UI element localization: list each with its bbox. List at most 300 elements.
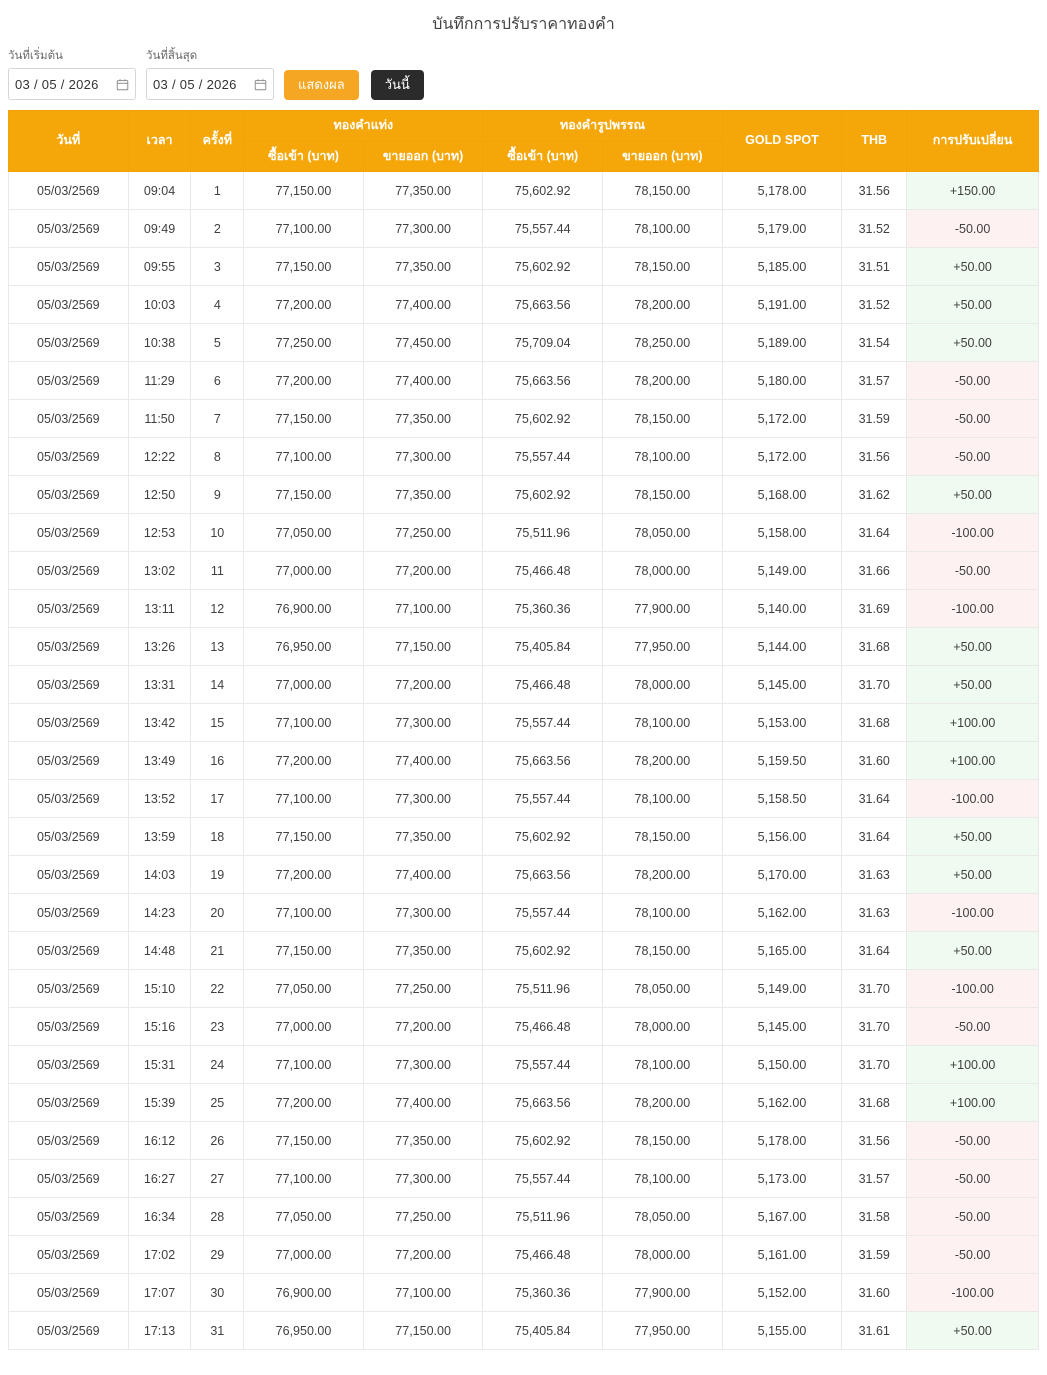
- row-gold-spot: 5,145.00: [722, 1008, 842, 1046]
- row-orn-buy: 75,557.44: [483, 704, 603, 742]
- row-seq: 27: [191, 1160, 244, 1198]
- row-seq: 10: [191, 514, 244, 552]
- row-bar-sell: 77,350.00: [363, 172, 483, 210]
- row-bar-sell: 77,200.00: [363, 666, 483, 704]
- table-row: [9, 1198, 1039, 1236]
- row-orn-sell: 78,150.00: [603, 400, 723, 438]
- row-thb: 31.59: [842, 1236, 907, 1274]
- row-seq: 1: [191, 172, 244, 210]
- row-gold-spot: 5,140.00: [722, 590, 842, 628]
- row-time: 13:02: [128, 552, 191, 590]
- row-date: 05/03/2569: [9, 248, 129, 286]
- row-bar-sell: 77,250.00: [363, 970, 483, 1008]
- row-orn-sell: 78,050.00: [603, 514, 723, 552]
- th-seq: ครั้งที่: [191, 111, 244, 172]
- row-date: 05/03/2569: [9, 1084, 129, 1122]
- row-bar-buy: 77,150.00: [244, 818, 364, 856]
- table-row: [9, 1312, 1039, 1350]
- row-time: 16:27: [128, 1160, 191, 1198]
- row-time: 17:02: [128, 1236, 191, 1274]
- row-orn-buy: 75,511.96: [483, 1198, 603, 1236]
- row-orn-sell: 78,150.00: [603, 248, 723, 286]
- row-date: 05/03/2569: [9, 1236, 129, 1274]
- table-row: [9, 400, 1039, 438]
- row-seq: 3: [191, 248, 244, 286]
- row-thb: 31.62: [842, 476, 907, 514]
- row-orn-buy: 75,405.84: [483, 628, 603, 666]
- table-row: [9, 818, 1039, 856]
- row-orn-buy: 75,663.56: [483, 286, 603, 324]
- row-gold-spot: 5,155.00: [722, 1312, 842, 1350]
- row-orn-sell: 78,100.00: [603, 704, 723, 742]
- table-row: [9, 590, 1039, 628]
- row-bar-sell: 77,400.00: [363, 286, 483, 324]
- row-bar-sell: 77,350.00: [363, 818, 483, 856]
- row-bar-sell: 77,400.00: [363, 856, 483, 894]
- row-orn-buy: 75,602.92: [483, 172, 603, 210]
- table-row: [9, 1160, 1039, 1198]
- row-gold-spot: 5,161.00: [722, 1236, 842, 1274]
- row-seq: 20: [191, 894, 244, 932]
- th-time: เวลา: [128, 111, 191, 172]
- row-change: -50.00: [907, 210, 1039, 248]
- table-row: [9, 210, 1039, 248]
- row-change: +50.00: [907, 476, 1039, 514]
- row-thb: 31.70: [842, 970, 907, 1008]
- row-date: 05/03/2569: [9, 552, 129, 590]
- row-seq: 21: [191, 932, 244, 970]
- row-orn-sell: 78,000.00: [603, 552, 723, 590]
- table-row: [9, 286, 1039, 324]
- header-row-1: [9, 111, 1039, 142]
- row-thb: 31.60: [842, 742, 907, 780]
- row-orn-sell: 78,100.00: [603, 1046, 723, 1084]
- row-thb: 31.64: [842, 780, 907, 818]
- row-bar-sell: 77,300.00: [363, 438, 483, 476]
- row-bar-buy: 77,150.00: [244, 1122, 364, 1160]
- row-orn-buy: 75,511.96: [483, 514, 603, 552]
- table-row: [9, 324, 1039, 362]
- row-thb: 31.52: [842, 210, 907, 248]
- row-thb: 31.63: [842, 894, 907, 932]
- row-change: +50.00: [907, 932, 1039, 970]
- row-orn-sell: 78,150.00: [603, 1122, 723, 1160]
- row-thb: 31.68: [842, 628, 907, 666]
- row-time: 10:38: [128, 324, 191, 362]
- row-change: +100.00: [907, 704, 1039, 742]
- row-seq: 23: [191, 1008, 244, 1046]
- row-orn-buy: 75,602.92: [483, 476, 603, 514]
- table-row: [9, 856, 1039, 894]
- table-row: [9, 1084, 1039, 1122]
- row-bar-buy: 77,250.00: [244, 324, 364, 362]
- row-time: 15:16: [128, 1008, 191, 1046]
- row-bar-buy: 76,950.00: [244, 1312, 364, 1350]
- table-row: [9, 780, 1039, 818]
- row-orn-sell: 78,150.00: [603, 476, 723, 514]
- row-change: +50.00: [907, 248, 1039, 286]
- row-change: +150.00: [907, 172, 1039, 210]
- row-gold-spot: 5,180.00: [722, 362, 842, 400]
- row-seq: 22: [191, 970, 244, 1008]
- row-change: -100.00: [907, 780, 1039, 818]
- table-row: [9, 438, 1039, 476]
- row-orn-buy: 75,557.44: [483, 780, 603, 818]
- row-date: 05/03/2569: [9, 666, 129, 704]
- row-change: -50.00: [907, 1008, 1039, 1046]
- calendar-icon[interactable]: [254, 78, 267, 91]
- row-seq: 2: [191, 210, 244, 248]
- table-row: [9, 894, 1039, 932]
- row-bar-sell: 77,200.00: [363, 552, 483, 590]
- row-seq: 18: [191, 818, 244, 856]
- row-thb: 31.57: [842, 1160, 907, 1198]
- row-thb: 31.61: [842, 1312, 907, 1350]
- row-gold-spot: 5,178.00: [722, 172, 842, 210]
- row-date: 05/03/2569: [9, 286, 129, 324]
- end-date-label: วันที่สิ้นสุด: [146, 50, 198, 62]
- row-orn-sell: 78,200.00: [603, 362, 723, 400]
- row-seq: 16: [191, 742, 244, 780]
- row-gold-spot: 5,153.00: [722, 704, 842, 742]
- start-date-group: [8, 47, 136, 100]
- row-thb: 31.68: [842, 1084, 907, 1122]
- table-row: [9, 742, 1039, 780]
- row-orn-sell: 78,050.00: [603, 970, 723, 1008]
- row-orn-sell: 78,100.00: [603, 438, 723, 476]
- row-orn-buy: 75,557.44: [483, 210, 603, 248]
- row-bar-buy: 77,100.00: [244, 704, 364, 742]
- row-gold-spot: 5,172.00: [722, 400, 842, 438]
- row-thb: 31.70: [842, 666, 907, 704]
- calendar-icon[interactable]: [116, 78, 129, 91]
- row-gold-spot: 5,152.00: [722, 1274, 842, 1312]
- row-orn-buy: 75,360.36: [483, 1274, 603, 1312]
- table-row: [9, 1122, 1039, 1160]
- start-date-value: 03 / 05 / 2026: [15, 76, 99, 92]
- row-change: +50.00: [907, 818, 1039, 856]
- row-change: -100.00: [907, 970, 1039, 1008]
- row-thb: 31.66: [842, 552, 907, 590]
- row-seq: 31: [191, 1312, 244, 1350]
- th-bar-buy: ซื้อเข้า (บาท): [244, 141, 364, 172]
- row-gold-spot: 5,149.00: [722, 552, 842, 590]
- row-seq: 30: [191, 1274, 244, 1312]
- row-bar-buy: 77,150.00: [244, 932, 364, 970]
- th-orn-buy: ซื้อเข้า (บาท): [483, 141, 603, 172]
- row-change: -100.00: [907, 894, 1039, 932]
- row-orn-sell: 78,050.00: [603, 1198, 723, 1236]
- row-bar-sell: 77,200.00: [363, 1236, 483, 1274]
- row-date: 05/03/2569: [9, 932, 129, 970]
- row-orn-buy: 75,405.84: [483, 1312, 603, 1350]
- row-bar-buy: 76,900.00: [244, 1274, 364, 1312]
- row-change: -50.00: [907, 362, 1039, 400]
- row-time: 15:31: [128, 1046, 191, 1084]
- row-thb: 31.54: [842, 324, 907, 362]
- table-row: [9, 552, 1039, 590]
- row-gold-spot: 5,189.00: [722, 324, 842, 362]
- row-time: 14:48: [128, 932, 191, 970]
- row-orn-sell: 78,200.00: [603, 742, 723, 780]
- row-bar-sell: 77,300.00: [363, 894, 483, 932]
- row-seq: 8: [191, 438, 244, 476]
- row-bar-buy: 77,000.00: [244, 666, 364, 704]
- row-date: 05/03/2569: [9, 514, 129, 552]
- row-change: +50.00: [907, 286, 1039, 324]
- row-change: +100.00: [907, 1046, 1039, 1084]
- row-seq: 11: [191, 552, 244, 590]
- row-gold-spot: 5,156.00: [722, 818, 842, 856]
- row-orn-buy: 75,466.48: [483, 666, 603, 704]
- row-bar-sell: 77,350.00: [363, 932, 483, 970]
- page-title: บันทึกการปรับราคาทองคำ: [432, 16, 615, 33]
- table-row: [9, 1274, 1039, 1312]
- row-bar-sell: 77,450.00: [363, 324, 483, 362]
- table-row: [9, 1236, 1039, 1274]
- row-date: 05/03/2569: [9, 894, 129, 932]
- end-date-group: [146, 47, 274, 100]
- row-bar-sell: 77,200.00: [363, 1008, 483, 1046]
- row-bar-sell: 77,300.00: [363, 780, 483, 818]
- table-row: [9, 628, 1039, 666]
- row-time: 09:04: [128, 172, 191, 210]
- row-orn-buy: 75,663.56: [483, 362, 603, 400]
- row-bar-sell: 77,350.00: [363, 476, 483, 514]
- row-seq: 28: [191, 1198, 244, 1236]
- th-change: การปรับเปลี่ยน: [907, 111, 1039, 172]
- row-bar-buy: 76,950.00: [244, 628, 364, 666]
- row-time: 12:53: [128, 514, 191, 552]
- row-thb: 31.56: [842, 438, 907, 476]
- th-gold-spot: GOLD SPOT: [722, 111, 842, 172]
- row-thb: 31.56: [842, 1122, 907, 1160]
- row-orn-buy: 75,663.56: [483, 742, 603, 780]
- row-date: 05/03/2569: [9, 1046, 129, 1084]
- row-change: -50.00: [907, 552, 1039, 590]
- row-date: 05/03/2569: [9, 400, 129, 438]
- row-change: +100.00: [907, 1084, 1039, 1122]
- row-change: -50.00: [907, 1236, 1039, 1274]
- table-row: [9, 932, 1039, 970]
- start-date-input[interactable]: [8, 68, 136, 100]
- row-orn-sell: 78,150.00: [603, 818, 723, 856]
- show-results-button[interactable]: แสดงผล: [284, 70, 359, 100]
- row-orn-buy: 75,466.48: [483, 1236, 603, 1274]
- row-time: 13:11: [128, 590, 191, 628]
- row-orn-buy: 75,466.48: [483, 552, 603, 590]
- table-row: [9, 172, 1039, 210]
- row-time: 12:50: [128, 476, 191, 514]
- row-gold-spot: 5,172.00: [722, 438, 842, 476]
- row-thb: 31.70: [842, 1008, 907, 1046]
- row-orn-buy: 75,663.56: [483, 1084, 603, 1122]
- row-seq: 17: [191, 780, 244, 818]
- row-gold-spot: 5,170.00: [722, 856, 842, 894]
- row-orn-sell: 77,950.00: [603, 628, 723, 666]
- row-seq: 7: [191, 400, 244, 438]
- table-body: [9, 172, 1039, 1350]
- row-orn-sell: 78,100.00: [603, 1160, 723, 1198]
- row-seq: 26: [191, 1122, 244, 1160]
- row-time: 11:50: [128, 400, 191, 438]
- row-bar-sell: 77,350.00: [363, 248, 483, 286]
- row-bar-buy: 77,100.00: [244, 1046, 364, 1084]
- row-bar-sell: 77,400.00: [363, 362, 483, 400]
- row-date: 05/03/2569: [9, 818, 129, 856]
- row-orn-sell: 78,150.00: [603, 172, 723, 210]
- row-orn-sell: 77,950.00: [603, 1312, 723, 1350]
- row-bar-sell: 77,300.00: [363, 210, 483, 248]
- row-orn-sell: 77,900.00: [603, 590, 723, 628]
- row-gold-spot: 5,185.00: [722, 248, 842, 286]
- row-thb: 31.51: [842, 248, 907, 286]
- row-time: 09:49: [128, 210, 191, 248]
- row-bar-buy: 77,000.00: [244, 1236, 364, 1274]
- row-thb: 31.64: [842, 932, 907, 970]
- gold-price-table: [8, 110, 1039, 1350]
- row-orn-buy: 75,466.48: [483, 1008, 603, 1046]
- row-seq: 4: [191, 286, 244, 324]
- row-bar-buy: 77,150.00: [244, 172, 364, 210]
- row-thb: 31.68: [842, 704, 907, 742]
- row-change: -50.00: [907, 1198, 1039, 1236]
- row-orn-buy: 75,557.44: [483, 1046, 603, 1084]
- row-gold-spot: 5,173.00: [722, 1160, 842, 1198]
- row-thb: 31.70: [842, 1046, 907, 1084]
- row-seq: 13: [191, 628, 244, 666]
- row-time: 16:34: [128, 1198, 191, 1236]
- row-date: 05/03/2569: [9, 324, 129, 362]
- row-time: 16:12: [128, 1122, 191, 1160]
- row-time: 10:03: [128, 286, 191, 324]
- th-thb: THB: [842, 111, 907, 172]
- row-date: 05/03/2569: [9, 628, 129, 666]
- row-orn-sell: 78,250.00: [603, 324, 723, 362]
- th-orn-sell: ขายออก (บาท): [603, 141, 723, 172]
- row-time: 13:26: [128, 628, 191, 666]
- row-date: 05/03/2569: [9, 856, 129, 894]
- row-orn-buy: 75,602.92: [483, 818, 603, 856]
- row-gold-spot: 5,144.00: [722, 628, 842, 666]
- row-change: -50.00: [907, 438, 1039, 476]
- row-bar-sell: 77,300.00: [363, 704, 483, 742]
- row-orn-sell: 78,200.00: [603, 286, 723, 324]
- row-seq: 14: [191, 666, 244, 704]
- row-orn-sell: 78,000.00: [603, 1008, 723, 1046]
- row-date: 05/03/2569: [9, 1198, 129, 1236]
- row-gold-spot: 5,191.00: [722, 286, 842, 324]
- row-date: 05/03/2569: [9, 362, 129, 400]
- row-bar-buy: 77,200.00: [244, 286, 364, 324]
- row-thb: 31.64: [842, 818, 907, 856]
- row-seq: 5: [191, 324, 244, 362]
- row-seq: 19: [191, 856, 244, 894]
- row-gold-spot: 5,178.00: [722, 1122, 842, 1160]
- row-gold-spot: 5,158.00: [722, 514, 842, 552]
- row-date: 05/03/2569: [9, 210, 129, 248]
- row-bar-sell: 77,150.00: [363, 628, 483, 666]
- table-row: [9, 1046, 1039, 1084]
- row-seq: 6: [191, 362, 244, 400]
- table-row: [9, 704, 1039, 742]
- row-bar-buy: 77,200.00: [244, 856, 364, 894]
- row-time: 14:03: [128, 856, 191, 894]
- row-time: 13:31: [128, 666, 191, 704]
- row-bar-sell: 77,350.00: [363, 1122, 483, 1160]
- row-change: -50.00: [907, 1160, 1039, 1198]
- row-gold-spot: 5,167.00: [722, 1198, 842, 1236]
- th-date: วันที่: [9, 111, 129, 172]
- row-gold-spot: 5,158.50: [722, 780, 842, 818]
- row-thb: 31.69: [842, 590, 907, 628]
- row-change: +50.00: [907, 666, 1039, 704]
- table-row: [9, 666, 1039, 704]
- row-thb: 31.57: [842, 362, 907, 400]
- row-change: +50.00: [907, 1312, 1039, 1350]
- row-gold-spot: 5,150.00: [722, 1046, 842, 1084]
- row-date: 05/03/2569: [9, 1008, 129, 1046]
- row-date: 05/03/2569: [9, 1312, 129, 1350]
- row-orn-sell: 78,150.00: [603, 932, 723, 970]
- row-date: 05/03/2569: [9, 1274, 129, 1312]
- row-orn-sell: 78,100.00: [603, 780, 723, 818]
- th-bar-sell: ขายออก (บาท): [363, 141, 483, 172]
- row-seq: 15: [191, 704, 244, 742]
- start-date-label: วันที่เริ่มต้น: [8, 50, 63, 62]
- row-change: +50.00: [907, 324, 1039, 362]
- filter-bar: [0, 47, 1047, 110]
- row-bar-sell: 77,100.00: [363, 590, 483, 628]
- row-bar-buy: 77,000.00: [244, 1008, 364, 1046]
- row-time: 11:29: [128, 362, 191, 400]
- row-change: +100.00: [907, 742, 1039, 780]
- row-orn-sell: 78,200.00: [603, 856, 723, 894]
- row-bar-buy: 77,150.00: [244, 400, 364, 438]
- th-bar-group: ทองคำแท่ง: [244, 111, 483, 142]
- row-bar-buy: 77,100.00: [244, 780, 364, 818]
- today-button[interactable]: วันนี้: [371, 70, 424, 100]
- row-date: 05/03/2569: [9, 590, 129, 628]
- row-bar-sell: 77,250.00: [363, 514, 483, 552]
- end-date-input[interactable]: [146, 68, 274, 100]
- row-date: 05/03/2569: [9, 970, 129, 1008]
- row-gold-spot: 5,165.00: [722, 932, 842, 970]
- row-bar-sell: 77,400.00: [363, 1084, 483, 1122]
- row-bar-buy: 77,100.00: [244, 1160, 364, 1198]
- row-orn-buy: 75,557.44: [483, 438, 603, 476]
- row-change: -100.00: [907, 590, 1039, 628]
- row-bar-sell: 77,350.00: [363, 400, 483, 438]
- row-orn-buy: 75,602.92: [483, 1122, 603, 1160]
- row-time: 15:39: [128, 1084, 191, 1122]
- row-orn-buy: 75,557.44: [483, 894, 603, 932]
- end-date-value: 03 / 05 / 2026: [153, 76, 237, 92]
- row-date: 05/03/2569: [9, 1122, 129, 1160]
- row-seq: 12: [191, 590, 244, 628]
- row-seq: 25: [191, 1084, 244, 1122]
- row-bar-sell: 77,250.00: [363, 1198, 483, 1236]
- row-gold-spot: 5,162.00: [722, 894, 842, 932]
- row-bar-buy: 76,900.00: [244, 590, 364, 628]
- row-thb: 31.52: [842, 286, 907, 324]
- row-date: 05/03/2569: [9, 704, 129, 742]
- row-orn-sell: 78,200.00: [603, 1084, 723, 1122]
- row-orn-sell: 78,000.00: [603, 666, 723, 704]
- row-orn-buy: 75,511.96: [483, 970, 603, 1008]
- row-bar-buy: 77,200.00: [244, 742, 364, 780]
- row-change: -100.00: [907, 514, 1039, 552]
